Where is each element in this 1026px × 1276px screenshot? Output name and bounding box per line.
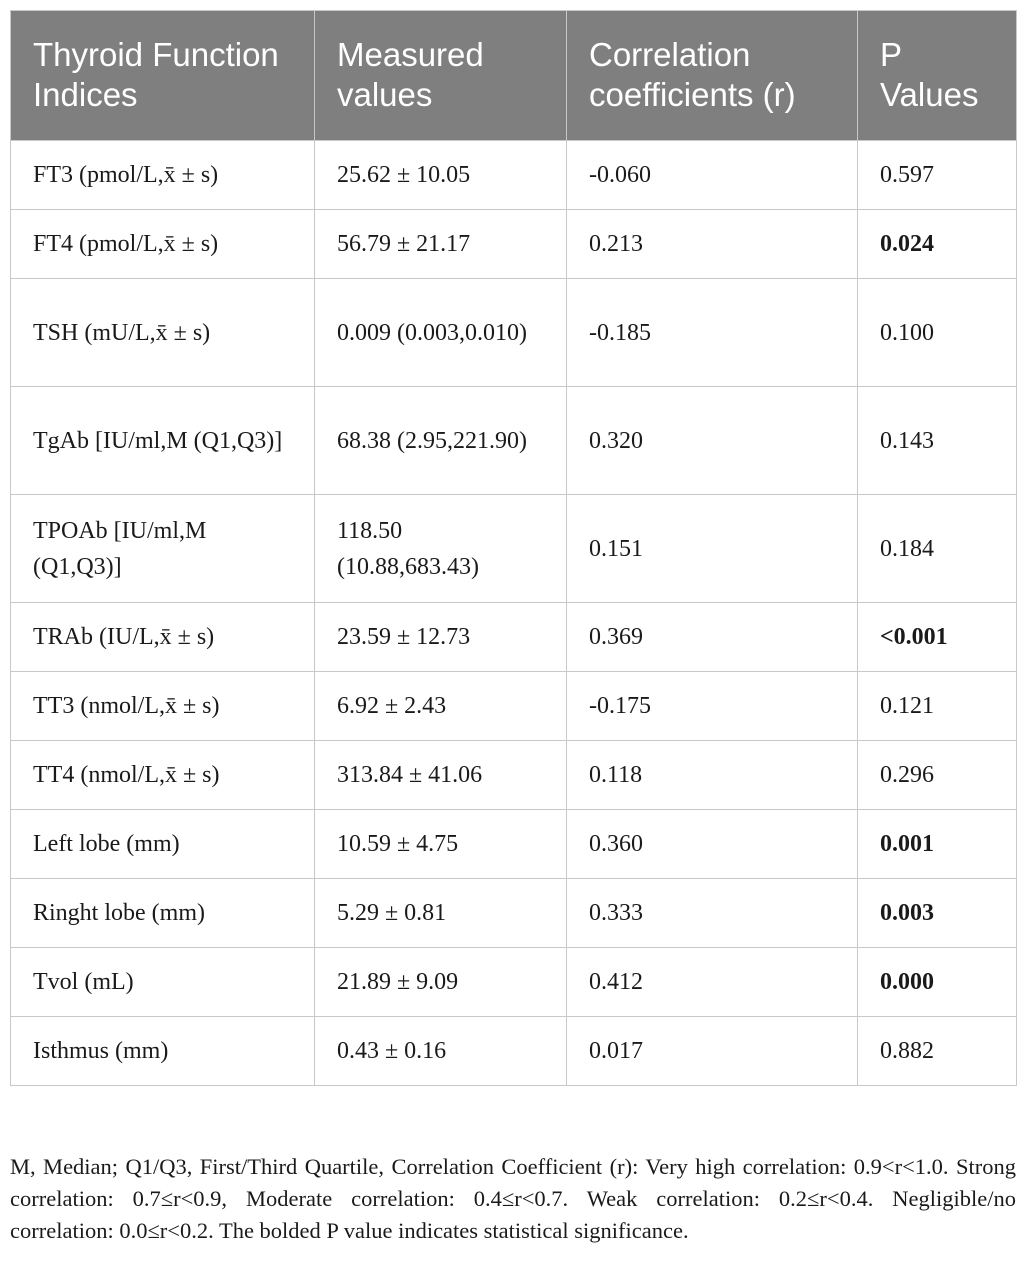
table-row xyxy=(11,810,1017,879)
cell-r: 0.369 xyxy=(567,603,858,672)
cell-value: 56.79 ± 21.17 xyxy=(315,210,567,279)
cell-p: 0.184 xyxy=(858,495,1017,603)
cell-value: 10.59 ± 4.75 xyxy=(315,810,567,879)
header-measured-values: Measured values xyxy=(315,11,567,141)
cell-r: 0.017 xyxy=(567,1017,858,1086)
cell-value: 5.29 ± 0.81 xyxy=(315,879,567,948)
cell-index: Isthmus (mm) xyxy=(11,1017,315,1086)
cell-r: -0.185 xyxy=(567,279,858,387)
cell-index: TT3 (nmol/L,x̄ ± s) xyxy=(11,672,315,741)
cell-p: 0.100 xyxy=(858,279,1017,387)
cell-value: 0.43 ± 0.16 xyxy=(315,1017,567,1086)
table-row xyxy=(11,672,1017,741)
header-p-values: P Values xyxy=(858,11,1017,141)
cell-value: 25.62 ± 10.05 xyxy=(315,141,567,210)
table-row xyxy=(11,210,1017,279)
cell-r: -0.060 xyxy=(567,141,858,210)
cell-value: 313.84 ± 41.06 xyxy=(315,741,567,810)
cell-value: 68.38 (2.95,221.90) xyxy=(315,387,567,495)
cell-p: 0.882 xyxy=(858,1017,1017,1086)
cell-p: 0.121 xyxy=(858,672,1017,741)
table-row xyxy=(11,741,1017,810)
cell-r: 0.333 xyxy=(567,879,858,948)
header-indices: Thyroid Function Indices xyxy=(11,11,315,141)
cell-value: 118.50 (10.88,683.43) xyxy=(315,495,567,603)
cell-index: FT4 (pmol/L,x̄ ± s) xyxy=(11,210,315,279)
cell-r: 0.213 xyxy=(567,210,858,279)
header-correlation: Correlation coefficients (r) xyxy=(567,11,858,141)
cell-value: 6.92 ± 2.43 xyxy=(315,672,567,741)
cell-index: TPOAb [IU/ml,M (Q1,Q3)] xyxy=(11,495,315,603)
cell-index: Left lobe (mm) xyxy=(11,810,315,879)
cell-p: 0.143 xyxy=(858,387,1017,495)
cell-p-significant: 0.000 xyxy=(858,948,1017,1017)
cell-p-significant: 0.003 xyxy=(858,879,1017,948)
cell-index: TRAb (IU/L,x̄ ± s) xyxy=(11,603,315,672)
cell-r: 0.360 xyxy=(567,810,858,879)
table-row xyxy=(11,948,1017,1017)
thyroid-correlation-table xyxy=(10,10,1017,1086)
table-row xyxy=(11,387,1017,495)
table-row xyxy=(11,495,1017,603)
cell-r: -0.175 xyxy=(567,672,858,741)
cell-r: 0.118 xyxy=(567,741,858,810)
cell-index: Tvol (mL) xyxy=(11,948,315,1017)
cell-index: TgAb [IU/ml,M (Q1,Q3)] xyxy=(11,387,315,495)
table-row xyxy=(11,141,1017,210)
table-header-row xyxy=(11,11,1017,141)
cell-r: 0.151 xyxy=(567,495,858,603)
cell-value: 0.009 (0.003,0.010) xyxy=(315,279,567,387)
cell-value: 23.59 ± 12.73 xyxy=(315,603,567,672)
cell-p-significant: 0.001 xyxy=(858,810,1017,879)
table-row xyxy=(11,1017,1017,1086)
cell-p-significant: <0.001 xyxy=(858,603,1017,672)
cell-r: 0.320 xyxy=(567,387,858,495)
cell-index: TT4 (nmol/L,x̄ ± s) xyxy=(11,741,315,810)
cell-p: 0.597 xyxy=(858,141,1017,210)
cell-p: 0.296 xyxy=(858,741,1017,810)
cell-index: TSH (mU/L,x̄ ± s) xyxy=(11,279,315,387)
cell-p-significant: 0.024 xyxy=(858,210,1017,279)
cell-index: FT3 (pmol/L,x̄ ± s) xyxy=(11,141,315,210)
correlation-table-container xyxy=(10,10,1016,1086)
cell-index: Ringht lobe (mm) xyxy=(11,879,315,948)
cell-r: 0.412 xyxy=(567,948,858,1017)
table-footnote: M, Median; Q1/Q3, First/Third Quartile, Correlation Coefficient (r): Very high correlation: 0.9<r<1.0. Strong correlation: 0.7≤r<0.9, Moderate correlation: 0.4≤r<0.7. Weak correlation: 0.2≤r<0.4. Negligible/no correlation: 0.0≤r<0.2. The bolded P value indicates statistical significance. xyxy=(10,1153,1016,1243)
table-row xyxy=(11,879,1017,948)
table-row xyxy=(11,603,1017,672)
cell-value: 21.89 ± 9.09 xyxy=(315,948,567,1017)
table-row xyxy=(11,279,1017,387)
